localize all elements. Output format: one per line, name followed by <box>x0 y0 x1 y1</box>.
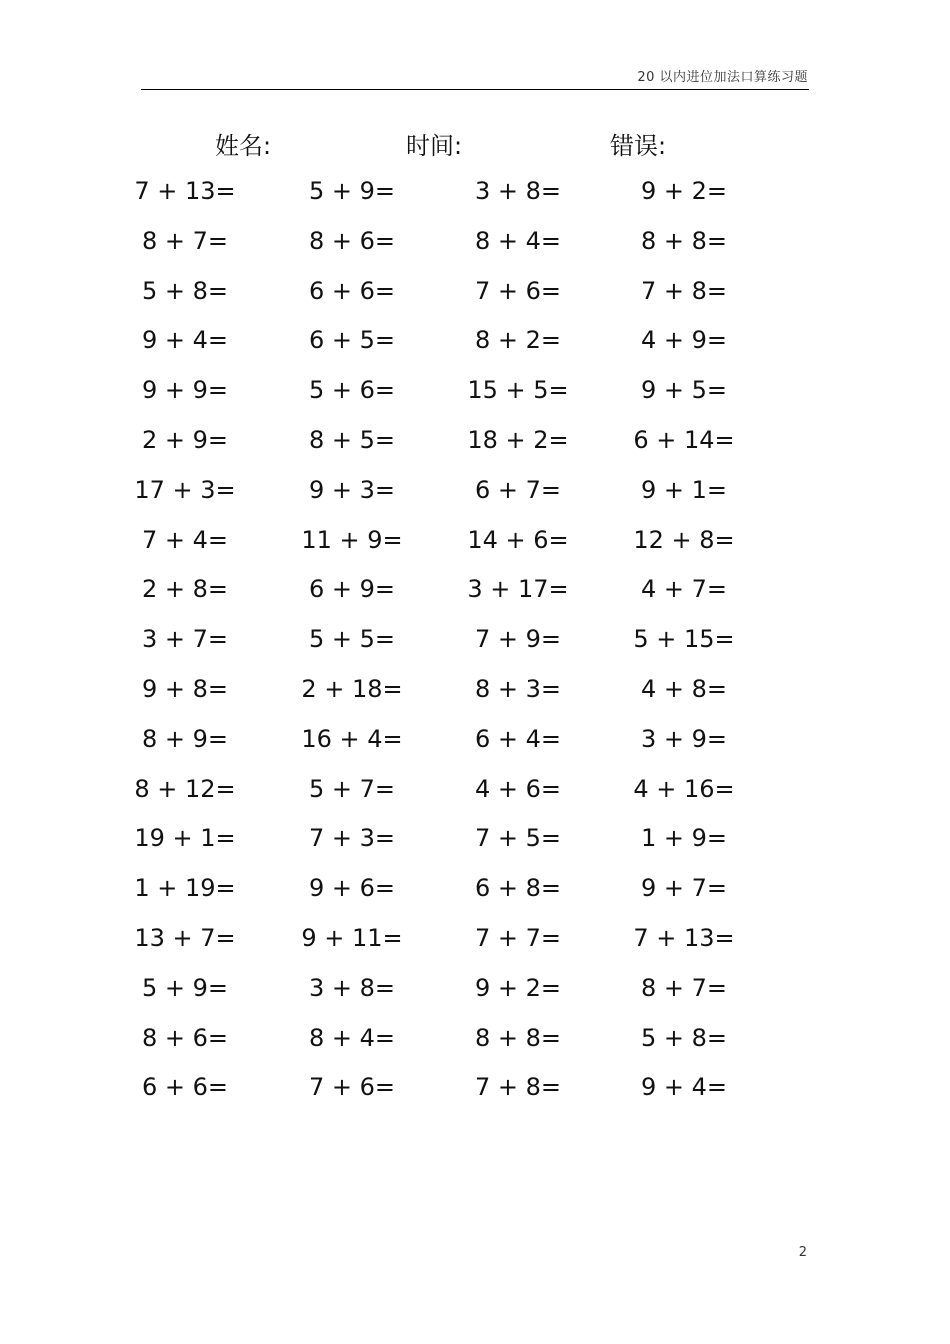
problem-item: 5 + 15= <box>633 625 735 654</box>
problem-item: 5 + 5= <box>308 625 396 654</box>
problem-item: 8 + 2= <box>474 326 562 355</box>
problem-item: 6 + 8= <box>474 874 562 903</box>
problem-item: 9 + 11= <box>301 924 403 952</box>
problem-item: 5 + 8= <box>640 1023 728 1052</box>
problem-item: 4 + 8= <box>640 675 728 703</box>
problem-item: 6 + 4= <box>474 724 562 753</box>
problem-item: 4 + 7= <box>640 575 728 604</box>
problem-item: 11 + 9= <box>301 525 403 554</box>
problem-item: 7 + 13= <box>633 924 735 952</box>
problem-item: 8 + 7= <box>141 226 229 255</box>
problem-item: 3 + 9= <box>640 724 728 753</box>
problem-item: 9 + 1= <box>640 475 728 504</box>
problem-item: 9 + 4= <box>640 1073 728 1102</box>
problem-item: 3 + 7= <box>141 625 229 654</box>
problem-item: 2 + 8= <box>141 575 229 604</box>
problem-item: 12 + 8= <box>633 525 735 554</box>
problem-item: 7 + 6= <box>474 276 562 305</box>
problem-item: 9 + 6= <box>308 874 396 903</box>
problem-item: 9 + 4= <box>141 326 229 355</box>
problem-item: 2 + 9= <box>141 426 229 454</box>
problem-item: 8 + 5= <box>308 426 396 454</box>
problem-item: 18 + 2= <box>467 426 569 454</box>
problem-item: 3 + 8= <box>308 973 396 1002</box>
problem-item: 6 + 5= <box>308 326 396 355</box>
problem-item: 7 + 5= <box>474 824 562 853</box>
problem-item: 7 + 6= <box>308 1073 396 1102</box>
problem-item: 4 + 6= <box>474 774 562 803</box>
problem-item: 5 + 7= <box>308 774 396 803</box>
problem-item: 2 + 18= <box>301 675 403 703</box>
problem-item: 8 + 6= <box>141 1023 229 1052</box>
problem-item: 8 + 8= <box>640 226 728 255</box>
problem-item: 7 + 7= <box>474 924 562 952</box>
problem-item: 8 + 8= <box>474 1023 562 1052</box>
problem-item: 6 + 6= <box>308 276 396 305</box>
problem-item: 9 + 2= <box>474 973 562 1002</box>
name-label: 姓名: <box>215 132 272 160</box>
problem-item: 9 + 9= <box>141 376 229 405</box>
problem-item: 5 + 9= <box>308 177 396 205</box>
problem-item: 7 + 8= <box>474 1073 562 1102</box>
problem-item: 17 + 3= <box>134 475 236 504</box>
problem-item: 13 + 7= <box>134 924 236 952</box>
problem-item: 3 + 17= <box>467 575 569 604</box>
problem-item: 4 + 16= <box>633 774 735 803</box>
problem-item: 16 + 4= <box>301 724 403 753</box>
problem-item: 1 + 19= <box>134 874 236 903</box>
problem-item: 6 + 9= <box>308 575 396 604</box>
problem-item: 8 + 6= <box>308 226 396 255</box>
problem-item: 8 + 3= <box>474 675 562 703</box>
problem-item: 5 + 9= <box>141 973 229 1002</box>
page-header-title: 20 以内进位加法口算练习题 <box>637 70 808 85</box>
problem-item: 8 + 7= <box>640 973 728 1002</box>
problem-item: 9 + 7= <box>640 874 728 903</box>
problem-item: 9 + 8= <box>141 675 229 703</box>
problem-item: 6 + 7= <box>474 475 562 504</box>
problem-item: 5 + 6= <box>308 376 396 405</box>
problem-item: 6 + 6= <box>141 1073 229 1102</box>
problem-item: 7 + 4= <box>141 525 229 554</box>
errors-label: 错误: <box>610 132 667 160</box>
problem-item: 6 + 14= <box>633 426 735 454</box>
problem-item: 8 + 4= <box>474 226 562 255</box>
problem-item: 7 + 8= <box>640 276 728 305</box>
problem-item: 7 + 9= <box>474 625 562 654</box>
problem-item: 15 + 5= <box>467 376 569 405</box>
problem-item: 19 + 1= <box>134 824 236 853</box>
problem-item: 14 + 6= <box>467 525 569 554</box>
problem-item: 4 + 9= <box>640 326 728 355</box>
problem-item: 9 + 2= <box>640 177 728 205</box>
problem-item: 1 + 9= <box>640 824 728 853</box>
time-label: 时间: <box>406 132 463 160</box>
problem-item: 7 + 13= <box>134 177 236 205</box>
problem-item: 8 + 12= <box>134 774 236 803</box>
problem-item: 9 + 5= <box>640 376 728 405</box>
header-rule <box>141 89 809 90</box>
problem-item: 8 + 4= <box>308 1023 396 1052</box>
problem-item: 9 + 3= <box>308 475 396 504</box>
problem-item: 8 + 9= <box>141 724 229 753</box>
problem-item: 7 + 3= <box>308 824 396 853</box>
page-number: 2 <box>798 1245 807 1260</box>
problem-item: 3 + 8= <box>474 177 562 205</box>
problem-item: 5 + 8= <box>141 276 229 305</box>
